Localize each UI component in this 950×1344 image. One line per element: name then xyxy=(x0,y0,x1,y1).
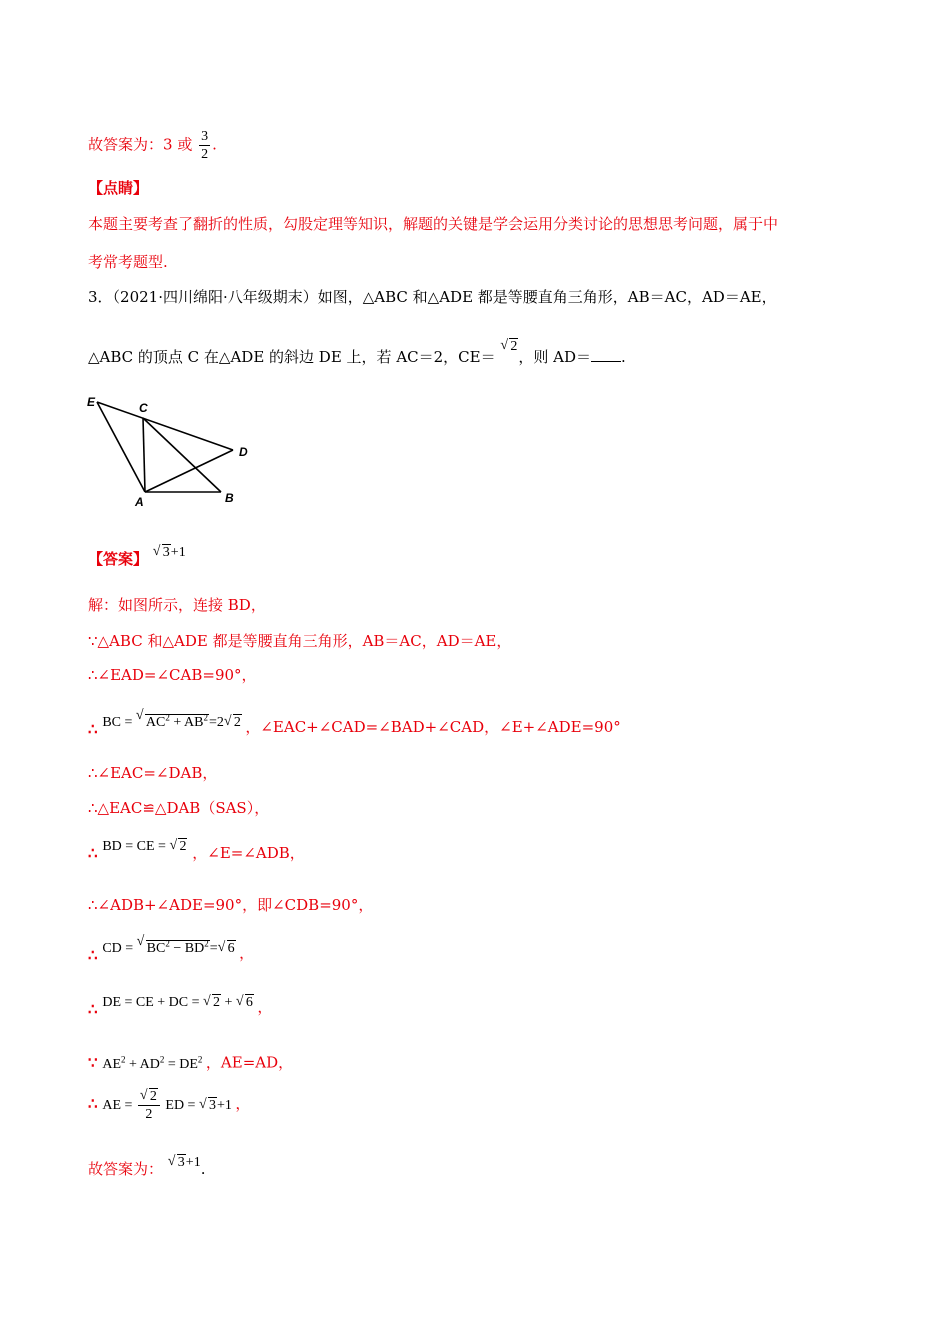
problem-text-1: 如图，△ABC 和△ADE 都是等腰直角三角形，AB＝AC，AD＝AE， xyxy=(317,288,777,306)
segment-AD xyxy=(145,450,233,492)
answer-heading: 【答案】 xyxy=(88,550,149,568)
final-answer-line: 故答案为： √ 3+1. xyxy=(88,1150,205,1174)
bd-formula: BD = CE = √ 2 xyxy=(102,839,187,854)
triangle-figure xyxy=(85,392,260,510)
comment-line-2: 考常考题型. xyxy=(88,253,168,271)
comment-heading: 【点睛】 xyxy=(88,179,149,197)
label-B: B xyxy=(225,491,234,505)
segment-ED xyxy=(97,402,233,450)
answer-value: √ 3+1 xyxy=(153,545,186,560)
cd-formula: CD = √ $BC^2 - BD^2=√$ 6 xyxy=(102,941,239,956)
solution-line-10: ∴ DE = CE + DC = √ 2 + √ 6 ， xyxy=(88,990,272,1014)
label-D: D xyxy=(239,445,248,459)
answer-line xyxy=(88,540,186,568)
ae-formula: AE = √ $\frac{2}{2}$ ED = √ 3+1 xyxy=(102,1098,235,1113)
label-C: C xyxy=(139,401,148,415)
bc-formula: BC = √ $AC^2 + AB^2=2√$ 2 xyxy=(102,715,245,730)
pythagorean-formula: $AE^2 + AD^2 = DE^2$ xyxy=(102,1054,203,1072)
solution-line-7: ∴ BD = CE = √ 2 ，∠E=∠ADB， xyxy=(88,834,305,858)
answer-blank xyxy=(591,347,621,362)
previous-answer-line: 故答案为：3 或 $\frac{3}{2}$ . xyxy=(88,129,217,162)
solution-line-4: ∴ BC = √ $AC^2 + AB^2=2√$ 2 ，∠EAC+∠CAD=∠BAD+∠CAD，∠E+∠ADE=90° xyxy=(88,706,621,734)
segment-EA xyxy=(97,402,145,492)
solution-line-12: ∴ AE = √ $\frac{2}{2}$ ED = √ 3+1 ， xyxy=(88,1088,250,1123)
label-A: A xyxy=(135,495,144,509)
comment-line-1: 本题主要考查了翻折的性质，勾股定理等知识，解题的关键是学会运用分类讨论的思想思考问题，属于中 xyxy=(88,215,779,233)
solution-line-3: ∴∠EAD=∠CAB=90°， xyxy=(88,666,257,684)
solution-line-8: ∴∠ADB+∠ADE=90°，即∠CDB=90°， xyxy=(88,896,374,914)
de-formula: DE = CE + DC = √ 2 + √ 6 xyxy=(102,995,257,1010)
segment-CA xyxy=(143,418,145,492)
label-E: E xyxy=(87,395,96,409)
problem-line-1 xyxy=(88,286,777,308)
problem-number: 3． xyxy=(88,288,113,306)
fraction-three-halves: $\frac{3}{2}$ xyxy=(201,129,209,162)
solution-line-2: ∵△ABC 和△ADE 都是等腰直角三角形，AB＝AC，AD＝AE， xyxy=(88,632,512,650)
solution-line-11: ∵ $AE^2 + AD^2 = DE^2$ ，AE=AD， xyxy=(88,1053,294,1072)
answer-label: 故答案为： xyxy=(88,135,164,154)
solution-line-9: ∴ CD = √ $BC^2 - BD^2=√$ 6 ， xyxy=(88,932,254,960)
final-answer-value: √ 3+1 xyxy=(168,1155,201,1170)
segment-CB xyxy=(143,418,221,492)
answer-text: 3 或 xyxy=(163,135,193,154)
solution-line-1: 解：如图所示，连接 BD， xyxy=(88,596,266,614)
sqrt-two: √ 2 xyxy=(500,336,518,358)
solution-line-5: ∴∠EAC=∠DAB， xyxy=(88,764,218,782)
problem-source: （2021·四川绵阳·八年级期末） xyxy=(112,288,318,306)
solution-line-6: ∴△EAC≌△DAB（SAS）， xyxy=(88,799,270,817)
problem-line-2: △ABC 的顶点 C 在△ADE 的斜边 DE 上，若 AC＝2，CE＝ √ 2，则 AD＝ . xyxy=(88,346,626,370)
